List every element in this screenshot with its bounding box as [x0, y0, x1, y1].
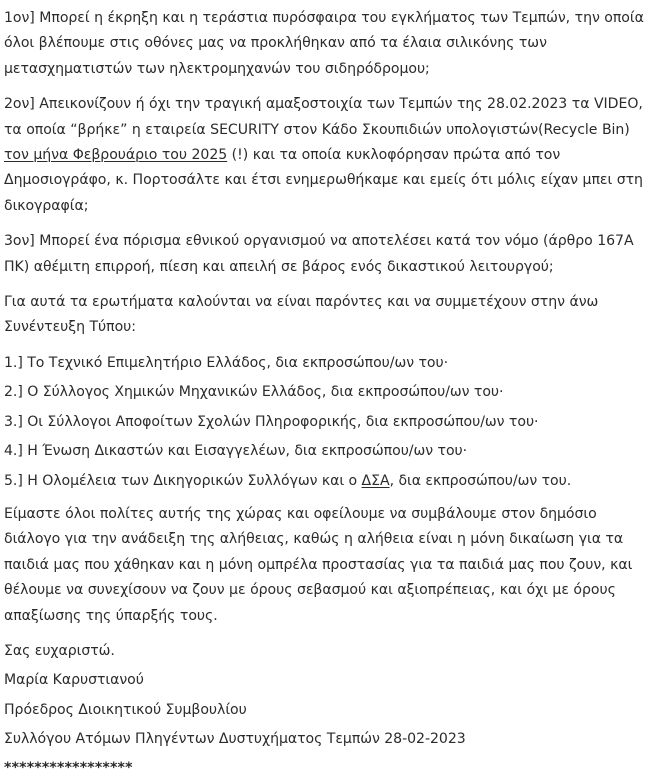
invitee-5-underlined-abbreviation: ΔΣΑ [361, 472, 390, 489]
question-2-paragraph [4, 92, 646, 219]
signatory-role: Πρόεδρος Διοικητικού Συμβουλίου [4, 701, 247, 718]
invitee-text-5-prefix: 5.] Η Ολομέλεια των Δικηγορικών Συλλόγων και ο [4, 472, 362, 489]
invitee-item-3 [4, 410, 646, 435]
invitee-number-4: 4.] [4, 443, 23, 460]
question-2-underlined-date: τον μήνα Φεβρουάριο του 2025 [4, 147, 228, 164]
thanks-line: Σας ευχαριστώ. [4, 642, 115, 659]
invitee-number-1: 1.] [4, 354, 23, 371]
question-2-text-part-2: (!) και τα οποία κυκλοφόρησαν πρώτα από τον Δημοσιογράφο, κ. Πορτοσάλτε και έτσι ενημερωθήκαμε και εμείς ότι μόλις είχαν μπει στη δικογραφία; [4, 147, 643, 214]
question-2-text-part-1: 2ον] Απεικονίζουν ή όχι την τραγική αμαξοστοιχία των Τεμπών της 28.02.2023 τα VIDEO, τα οποία “βρήκε” η εταιρεία SECURITY στον Κάδο Σκουπιδιών υπολογιστών(Recycle Bin) [4, 96, 643, 138]
invitee-text-3: Οι Σύλλογοι Αποφοίτων Σχολών Πληροφορικής, δια εκπροσώπου/ων του· [27, 413, 539, 430]
invitee-text-5-suffix: , δια εκπροσώπου/ων του. [389, 472, 572, 489]
signatory-organization: Συλλόγου Ατόμων Πληγέντων Δυστυχήματος Τεμπών 28-02-2023 [4, 731, 466, 748]
invitee-number-2: 2.] [4, 384, 23, 401]
invitee-number-3: 3.] [4, 413, 23, 430]
signatory-name: Μαρία Καρυστιανού [4, 672, 144, 689]
invitee-item-1 [4, 351, 646, 376]
invitee-text-4: Η Ένωση Δικαστών και Εισαγγελέων, δια εκπροσώπου/ων του· [27, 443, 468, 460]
invitee-item-5 [4, 469, 646, 494]
invitation-paragraph: Για αυτά τα ερωτήματα καλούνται να είναι παρόντες και να συμμετέχουν στην άνω Συνέντευξη Τύπου: [4, 294, 599, 336]
invitee-item-2 [4, 380, 646, 405]
closing-paragraph: Είμαστε όλοι πολίτες αυτής της χώρας και οφείλουμε να συμβάλουμε στον δημόσιο διάλογο για την ανάδειξη της αλήθειας, καθώς η αλήθεια είναι η μόνη δικαίωση για τα παιδιά μας που χάθηκαν και η μόνη ομπρέλα προστασίας για τα παιδιά μας που ζουν, και θέλουμε να συνεχίσουν να ζουν με όρους σεβασμού και αξιοπρέπειας, και όχι με όρους απαξίωσης της ύπαρξής τους. [4, 505, 633, 624]
asterisk-separator: ***************** [4, 759, 133, 776]
question-1-paragraph: 1ον] Μπορεί η έκρηξη και η τεράστια πυρόσφαιρα του εγκλήματος των Τεμπών, την οποία όλοι βλέπουμε στις οθόνες μας να προκλήθηκαν από τα έλαια σιλικόνης των μετασχηματιστών των ηλεκτρομηχανών του σιδηρόδρομου; [4, 10, 644, 77]
question-3-paragraph: 3ον] Μπορεί ένα πόρισμα εθνικού οργανισμού να αποτελέσει κατά τον νόμο (άρθρο 167Α ΠΚ) αθέμιτη επιρροή, πίεση και απειλή σε βάρος ενός δικαστικού λειτουργού; [4, 233, 634, 275]
invitee-item-4 [4, 439, 646, 464]
invitee-text-1: Το Τεχνικό Επιμελητήριο Ελλάδος, δια εκπροσώπου/ων του· [27, 354, 449, 371]
invitee-text-2: Ο Σύλλογος Χημικών Μηχανικών Ελλάδος, δια εκπροσώπου/ων του· [27, 384, 504, 401]
